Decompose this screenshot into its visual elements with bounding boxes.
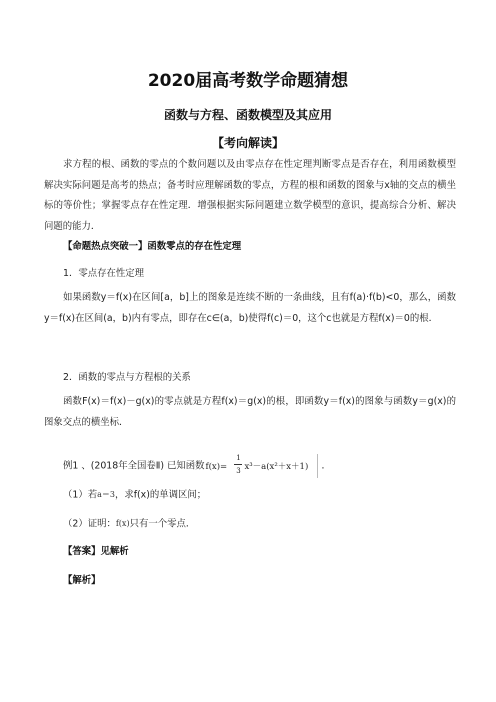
q2-prefix: （2）证明： [63,518,116,530]
fraction-denominator: 3 [236,467,241,475]
q1-suffix: ，求f(x)的单调区间； [114,489,207,501]
example-suffix: ． [321,460,331,472]
formula-left: f(x)= [205,462,228,472]
document-subtitle: 函数与方程、函数模型及其应用 [163,108,332,122]
example-prefix: 例1 、(2018年全国卷Ⅱ) 已知函数 [63,460,205,472]
formula-right: x³－a(x²＋x＋1) [244,462,309,472]
item2-title: 2．函数的零点与方程根的关系 [63,372,191,383]
q2-suffix: 只有一个零点． [129,518,196,530]
question-1 [63,488,206,503]
document-title: 2020届高考数学命题猜想 [147,71,349,91]
example-formula [204,454,318,478]
q2-formula: f(x) [115,519,130,528]
q1-prefix: （1）若 [63,489,98,501]
hotspot-heading: 【命题热点突破一】函数零点的存在性定理 [63,241,242,252]
intro-paragraph: 求方程的根、函数的零点的个数问题以及由零点存在性定理判断零点是否存在，利用函数模型解决实际问题是高考的热点；备考时应理解函数的零点，方程的根和函数的图象与x轴的交点的横坐标的等价性；掌握零点存在性定理．增强根据实际问题建立数学模型的意识，提高综合分析、解决问题的能力． [44,159,456,232]
answer-line: 【答案】见解析 [63,546,129,557]
formula-fraction [234,453,242,476]
q1-formula: a＝3 [97,490,115,499]
question-2 [63,517,195,532]
fraction-numerator: 1 [236,454,241,462]
analysis-heading: 【解析】 [63,575,101,586]
example-line [63,454,331,478]
section-heading: 【考向解读】 [211,136,284,150]
item1-body: 如果函数y＝f(x)在区间[a，b]上的图象是连续不断的一条曲线，且有f(a)·f(b)<0，那么，函数y＝f(x)在区间(a，b)内有零点，即存在c∈(a，b)使得f(c)＝0，这个c也就是方程f(x)＝0的根． [44,292,456,324]
item2-body: 函数F(x)＝f(x)－g(x)的零点就是方程f(x)＝g(x)的根，即函数y＝f(x)的图象与函数y＝g(x)的图象交点的横坐标． [44,396,456,428]
item1-title: 1．零点存在性定理 [63,268,144,279]
